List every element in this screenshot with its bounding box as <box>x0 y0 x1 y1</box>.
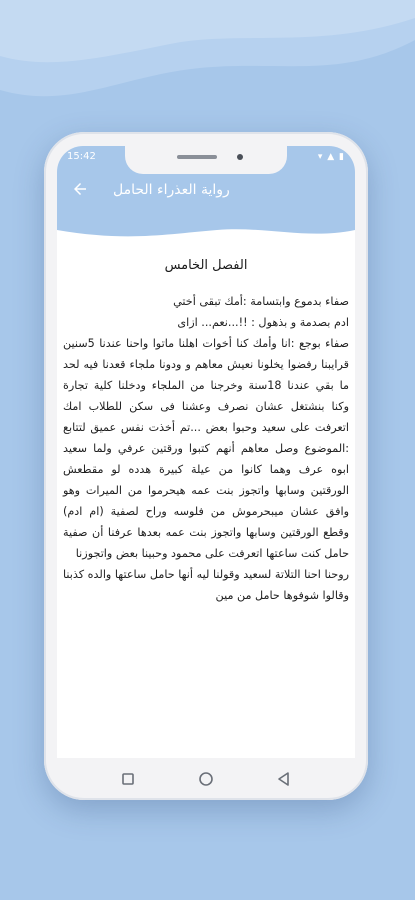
chapter-title: الفصل الخامس <box>164 258 248 273</box>
home-button[interactable] <box>192 765 220 793</box>
phone-notch <box>125 146 287 174</box>
recent-apps-button[interactable] <box>114 765 142 793</box>
app-title: رواية العذراء الحامل <box>113 182 230 198</box>
background-wave <box>0 0 415 140</box>
chapter-text: صفاء بدموع وابتسامة :أمك تبقى أختي ادم بصدمة و بذهول : !!...نعم... ازاى صفاء بوجع :انا وأمك كنا أخوات اهلنا ماتوا واحنا عندنا 5سنين قرايبنا رفضوا يخلونا نعيش معاهم و ودونا ملجاء قعدنا فيه لحد ما بقي عندنا 18سنة وخرجنا من الملجاء ودخلنا كلية تجارة وكنا بنشتغل عشان نصرف وعشنا فى سكن للطلاب امك اتعرفت على سعيد وحبوا بعض ...تم أخذت نفس عميق لتتابع :الموضوع وصل معاهم أنهم كتبوا ورقتين عرفي ولما سعيد ابوه عرف وهما كانوا من عيلة كبيرة هدده لو مقطعش الورقتين وسابها واتجوز بنت عمه هيحرموا من الميرات وهو وافق عشان ميبحرموش من فلوسه وراح لصفية (ام ادم) وقطع الورقتين وسابها واتجوز بنت عمه بعدها عرفنا أن صفية حامل كنت ساعتها اتعرفت على محمود وحبينا بعض واتجوزنا روحنا احنا التلاتة لسعيد وقولنا ليه أنها حامل ساعتها والده كذبنا وقالوا شوفوها حامل من مين <box>63 295 349 602</box>
phone-screen <box>57 146 355 758</box>
status-icons: ▾ ▲ ▮ <box>317 152 345 162</box>
back-arrow-icon[interactable] <box>67 180 93 206</box>
system-back-button[interactable] <box>270 765 298 793</box>
android-nav-bar <box>57 758 355 800</box>
triangle-icon <box>270 765 298 793</box>
speaker-grille <box>177 155 217 159</box>
header-wave <box>57 216 355 244</box>
chapter-content[interactable] <box>57 250 355 758</box>
status-time: 15:42 <box>67 151 96 162</box>
circle-icon <box>192 765 220 793</box>
phone-frame <box>44 132 368 800</box>
arrow-left-icon <box>71 180 89 198</box>
front-camera <box>237 154 243 160</box>
square-icon <box>114 765 142 793</box>
